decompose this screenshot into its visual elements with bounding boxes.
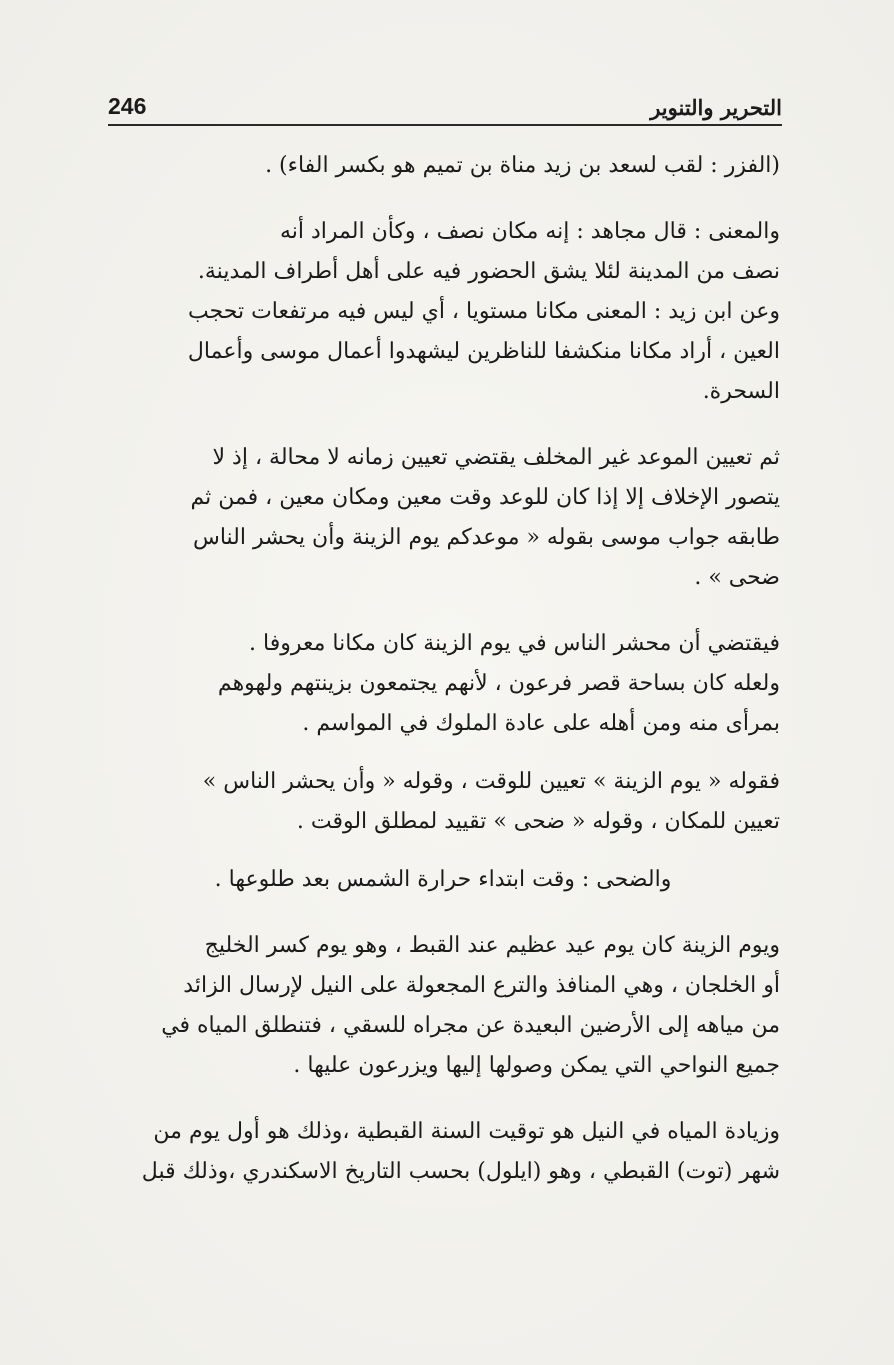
text-line: نصف من المدينة لئلا يشق الحضور فيه على أهل أطراف المدينة. bbox=[197, 259, 780, 284]
paragraph bbox=[106, 762, 780, 842]
paragraph bbox=[106, 926, 780, 1086]
text-line: أو الخلجان ، وهي المنافذ والترع المجعولة على النيل لإرسال الزائد bbox=[183, 973, 780, 998]
header-rule bbox=[108, 124, 782, 126]
text-line: ثم تعيين الموعد غير المخلف يقتضي تعيين زمانه لا محالة ، إذ لا bbox=[212, 445, 780, 470]
text-line: يتصور الإخلاف إلا إذا كان للوعد وقت معين ومكان معين ، فمن ثم bbox=[190, 485, 780, 510]
text-line: بمرأى منه ومن أهله على عادة الملوك في المواسم . bbox=[302, 711, 780, 736]
text-line: وعن ابن زيد : المعنى مكانا مستويا ، أي ليس فيه مرتفعات تحجب bbox=[187, 299, 780, 324]
running-title: التحرير والتنوير bbox=[650, 95, 782, 120]
page-header bbox=[108, 88, 782, 120]
text-line: شهر (توت) القبطي ، وهو (ايلول) بحسب التاريخ الاسكندري ،وذلك قبل bbox=[141, 1159, 780, 1184]
paragraph bbox=[106, 212, 780, 412]
text-line: تعيين للمكان ، وقوله « ضحى » تقييد لمطلق الوقت . bbox=[296, 809, 780, 834]
text-line: العين ، أراد مكانا منكشفا للناظرين ليشهدوا أعمال موسى وأعمال bbox=[187, 339, 780, 364]
text-line: (الفزر : لقب لسعد بن زيد مناة بن تميم هو بكسر الفاء) . bbox=[265, 153, 780, 178]
text-line: ضحى » . bbox=[694, 565, 780, 590]
text-line: من مياهه إلى الأرضين البعيدة عن مجراه للسقي ، فتنطلق المياه في bbox=[161, 1013, 780, 1038]
paragraph bbox=[106, 624, 780, 744]
text-line: والمعنى : قال مجاهد : إنه مكان نصف ، وكأن المراد أنه bbox=[279, 219, 780, 244]
paragraph bbox=[106, 438, 780, 598]
text-line: جميع النواحي التي يمكن وصولها إليها ويزرعون عليها . bbox=[293, 1053, 780, 1078]
paragraph bbox=[106, 860, 780, 900]
paragraph bbox=[106, 1112, 780, 1192]
page-number: 246 bbox=[108, 93, 147, 119]
body-text bbox=[106, 146, 780, 1192]
paragraph bbox=[106, 146, 780, 186]
text-line: ولعله كان بساحة قصر فرعون ، لأنهم يجتمعون بزينتهم ولهوهم bbox=[217, 671, 780, 696]
text-line: فيقتضي أن محشر الناس في يوم الزينة كان مكانا معروفا . bbox=[249, 631, 780, 656]
text-line: طابقه جواب موسى بقوله « موعدكم يوم الزينة وأن يحشر الناس bbox=[192, 525, 780, 550]
text-line: السحرة. bbox=[702, 379, 780, 404]
text-line: وزيادة المياه في النيل هو توقيت السنة القبطية ،وذلك هو أول يوم من bbox=[153, 1119, 780, 1144]
text-line: فقوله « يوم الزينة » تعيين للوقت ، وقوله « وأن يحشر الناس » bbox=[202, 769, 780, 794]
text-line: والضحى : وقت ابتداء حرارة الشمس بعد طلوعها . bbox=[214, 867, 672, 892]
text-line: ويوم الزينة كان يوم عيد عظيم عند القبط ، وهو يوم كسر الخليج bbox=[204, 933, 780, 958]
